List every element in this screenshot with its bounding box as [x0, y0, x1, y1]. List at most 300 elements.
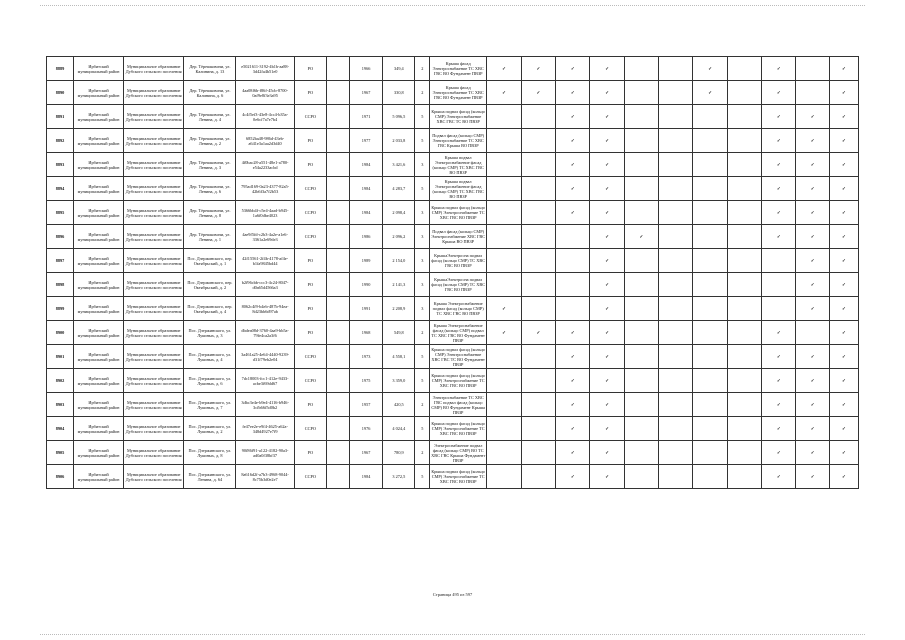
fias-code-cell: 42f15561-2f4b-4178-af4e-b1fa9845bd44 — [236, 249, 294, 273]
check-mark-icon: ✓ — [762, 465, 796, 489]
check-mark-icon: ✓ — [555, 57, 589, 81]
works-list-cell: Крыша фасад Электроснабжение ТС ХВС ГВС ВО Фундамент ПВЗР — [430, 57, 487, 81]
fias-code-cell: 3a461a25-4e64-4440-9239-d31f79eb2e04 — [236, 345, 294, 369]
area-cell: 4 283,7 — [383, 177, 415, 201]
year-cell: 1991 — [349, 297, 382, 321]
empty-check-cell — [727, 105, 761, 129]
type-cell: ССРО — [294, 369, 326, 393]
check-mark-icon: ✓ — [829, 417, 858, 441]
address-cell: Дер. Тёрешковичи, ул. Калинина, д. 6 — [184, 81, 236, 105]
type-cell: ССРО — [294, 177, 326, 201]
empty-check-cell — [624, 57, 658, 81]
municipality-cell: Муниципальное образование Дубского сельского поселения — [124, 273, 184, 297]
fias-code-cell: 7dc18003-fcc1-412e-9433-acbe3f69dd67 — [236, 369, 294, 393]
table-row — [47, 57, 859, 81]
empty-check-cell — [659, 81, 693, 105]
check-mark-icon: ✓ — [829, 297, 858, 321]
check-mark-icon: ✓ — [796, 417, 829, 441]
check-mark-icon: ✓ — [796, 201, 829, 225]
empty-check-cell — [727, 153, 761, 177]
housing-program-table — [46, 56, 859, 489]
check-mark-icon: ✓ — [590, 273, 624, 297]
count-cell: 5 — [415, 129, 430, 153]
district-cell: Ирбитский муниципальный район — [74, 393, 124, 417]
check-mark-icon: ✓ — [829, 81, 858, 105]
district-cell: Ирбитский муниципальный район — [74, 465, 124, 489]
address-cell: Пос. Дзержинского, пер. Октябрьский, д. 2 — [184, 273, 236, 297]
table-row — [47, 321, 859, 345]
empty-check-cell — [693, 225, 727, 249]
type-cell: ССРО — [294, 417, 326, 441]
district-cell: Ирбитский муниципальный район — [74, 81, 124, 105]
address-cell: Пос. Дзержинского, ул. Лукиных, д. 8 — [184, 441, 236, 465]
check-mark-icon: ✓ — [590, 81, 624, 105]
count-cell: 3 — [415, 225, 430, 249]
count-cell: 5 — [415, 345, 430, 369]
works-list-cell: Электроснабжение подвал фасад (кольцо СМР) ВО ТС ХВС ГВС Крыша Фундамент ПВЗР — [431, 442, 486, 463]
check-mark-icon: ✓ — [796, 153, 829, 177]
count-cell: 3 — [415, 249, 430, 273]
empty-check-cell — [762, 249, 796, 273]
count-cell: 2 — [415, 393, 430, 417]
empty-check-cell — [659, 345, 693, 369]
empty-check-cell — [624, 345, 658, 369]
area-cell: 349,4 — [383, 57, 415, 81]
municipality-cell: Муниципальное образование Дубского сельского поселения — [124, 345, 184, 369]
check-mark-icon: ✓ — [590, 153, 624, 177]
empty-check-cell — [521, 249, 555, 273]
empty-check-cell — [487, 129, 521, 153]
year-cell: 1984 — [349, 153, 382, 177]
count-cell: 5 — [415, 417, 430, 441]
municipality-cell: Муниципальное образование Дубского сельского поселения — [124, 105, 184, 129]
type-cell: ССРО — [294, 225, 326, 249]
empty-check-cell — [487, 225, 521, 249]
empty-cell — [327, 153, 350, 177]
works-list-cell: Крыша фасад Электроснабжение ТС ХВС ГВС ВО Фундамент ПВЗР — [430, 81, 487, 105]
check-mark-icon: ✓ — [555, 129, 589, 153]
table-row — [47, 393, 859, 417]
works-list-cell: Крыша подвал Электроснабжение фасад (кольцо СМР) ТС ХВС ГВС ВО ПВЗР — [430, 153, 487, 177]
check-mark-icon: ✓ — [829, 441, 858, 465]
empty-check-cell — [727, 369, 761, 393]
type-cell: РО — [294, 57, 326, 81]
check-mark-icon: ✓ — [487, 297, 521, 321]
check-mark-icon: ✓ — [829, 57, 858, 81]
check-mark-icon: ✓ — [590, 249, 624, 273]
check-mark-icon: ✓ — [555, 81, 589, 105]
empty-cell — [327, 465, 350, 489]
empty-check-cell — [521, 441, 555, 465]
empty-check-cell — [521, 201, 555, 225]
address-cell: Пос. Дзержинского, ул. Лукиных, д. 4 — [184, 345, 236, 369]
address-cell: Пос. Дзержинского, ул. Лукиных, д. 7 — [184, 393, 236, 417]
table-row — [47, 273, 859, 297]
area-cell: 2 154,0 — [383, 249, 415, 273]
empty-check-cell — [521, 297, 555, 321]
table-row — [47, 345, 859, 369]
fias-code-cell: 90f86f91-a122-4182-90a3-ad0a0f38bf37 — [236, 441, 294, 465]
works-list-cell: Крыша подвал фасад (кольцо СМР) Электроснабжение ХВС ГВС ТС ВО Фундамент ПВЗР — [431, 346, 485, 367]
empty-check-cell — [487, 369, 521, 393]
address-cell: Дер. Тёрешковичи, ул. Калинина, д. 13 — [184, 57, 236, 81]
works-list-cell: Подвал фасад (кольцо СМР) Электроснабжение ТС ХВС ГВС Крыша ВО ПВЗР — [430, 129, 487, 153]
district-cell: Ирбитский муниципальный район — [74, 177, 124, 201]
check-mark-icon: ✓ — [487, 57, 521, 81]
table-row — [47, 297, 859, 321]
check-mark-icon: ✓ — [555, 153, 589, 177]
municipality-cell: Муниципальное образование Дубского сельского поселения — [124, 81, 184, 105]
works-list-cell: Крыша Электроснабжение фасад (кольцо СМР) подвал ТС ХВС ГВС ВО Фундамент ПВЗР — [431, 322, 485, 343]
table-row — [47, 369, 859, 393]
empty-check-cell — [693, 441, 727, 465]
check-mark-icon: ✓ — [555, 393, 589, 417]
empty-check-cell — [796, 321, 829, 345]
empty-cell — [327, 393, 350, 417]
check-mark-icon: ✓ — [590, 57, 624, 81]
empty-check-cell — [487, 177, 521, 201]
empty-check-cell — [727, 393, 761, 417]
empty-check-cell — [693, 177, 727, 201]
address-cell: Дер. Тёрешковичи, ул. Ленина, д. 2 — [184, 129, 236, 153]
year-cell: 1967 — [349, 81, 382, 105]
municipality-cell: Муниципальное образование Дубского сельского поселения — [124, 249, 184, 273]
works-list-cell: Электроснабжение ТС ХВС ГВС подвал фасад (кольцо СМР) ВО Фундамент Крыша ПВЗР — [431, 394, 485, 415]
table-row — [47, 225, 859, 249]
check-mark-icon: ✓ — [521, 81, 555, 105]
check-mark-icon: ✓ — [829, 201, 858, 225]
check-mark-icon: ✓ — [829, 129, 858, 153]
empty-cell — [327, 201, 350, 225]
area-cell: 330,8 — [383, 81, 415, 105]
check-mark-icon: ✓ — [829, 273, 858, 297]
check-mark-icon: ✓ — [590, 417, 624, 441]
empty-check-cell — [693, 393, 727, 417]
empty-check-cell — [624, 81, 658, 105]
district-cell: Ирбитский муниципальный район — [74, 297, 124, 321]
row-id: 8892 — [47, 129, 74, 153]
empty-cell — [327, 81, 350, 105]
empty-check-cell — [521, 465, 555, 489]
empty-cell — [327, 177, 350, 201]
empty-check-cell — [727, 345, 761, 369]
empty-check-cell — [796, 57, 829, 81]
empty-check-cell — [624, 297, 658, 321]
area-cell: 5 096,5 — [383, 105, 415, 129]
empty-check-cell — [521, 273, 555, 297]
empty-check-cell — [762, 297, 796, 321]
empty-cell — [327, 225, 350, 249]
empty-check-cell — [521, 177, 555, 201]
check-mark-icon: ✓ — [796, 105, 829, 129]
check-mark-icon: ✓ — [796, 273, 829, 297]
check-mark-icon: ✓ — [590, 393, 624, 417]
check-mark-icon: ✓ — [762, 81, 796, 105]
empty-check-cell — [796, 81, 829, 105]
check-mark-icon: ✓ — [555, 417, 589, 441]
check-mark-icon: ✓ — [829, 345, 858, 369]
check-mark-icon: ✓ — [762, 393, 796, 417]
table-row — [47, 201, 859, 225]
empty-check-cell — [693, 465, 727, 489]
empty-check-cell — [727, 321, 761, 345]
works-list-cell: Крыша подвал фасад (кольцо СМР) Электроснабжение ТС ХВС ГВС ВО ПВЗР — [430, 465, 487, 489]
check-mark-icon: ✓ — [796, 393, 829, 417]
municipality-cell: Муниципальное образование Дубского сельского поселения — [124, 201, 184, 225]
row-id: 8900 — [47, 321, 74, 345]
empty-cell — [327, 369, 350, 393]
year-cell: 1973 — [349, 345, 382, 369]
municipality-cell: Муниципальное образование Дубского сельского поселения — [124, 465, 184, 489]
empty-check-cell — [555, 249, 589, 273]
row-id: 8904 — [47, 417, 74, 441]
year-cell: 1975 — [349, 369, 382, 393]
empty-check-cell — [727, 177, 761, 201]
fias-code-cell: 795ad169-0a23-4377-82a5-42b6f3a7f2b53 — [236, 177, 294, 201]
empty-check-cell — [624, 129, 658, 153]
row-id: 8902 — [47, 369, 74, 393]
area-cell: 420,5 — [383, 393, 415, 417]
row-id: 8890 — [47, 81, 74, 105]
empty-check-cell — [487, 249, 521, 273]
count-cell: 5 — [415, 465, 430, 489]
municipality-cell: Муниципальное образование Дубского сельского поселения — [124, 321, 184, 345]
empty-check-cell — [693, 105, 727, 129]
check-mark-icon: ✓ — [762, 321, 796, 345]
check-mark-icon: ✓ — [555, 321, 589, 345]
empty-check-cell — [487, 417, 521, 441]
type-cell: РО — [294, 441, 326, 465]
table-row — [47, 249, 859, 273]
area-cell: 2 208,9 — [383, 297, 415, 321]
table-row — [47, 153, 859, 177]
table-row — [47, 417, 859, 441]
empty-check-cell — [624, 321, 658, 345]
check-mark-icon: ✓ — [829, 369, 858, 393]
check-mark-icon: ✓ — [521, 57, 555, 81]
table-row — [47, 441, 859, 465]
empty-check-cell — [659, 153, 693, 177]
district-cell: Ирбитский муниципальный район — [74, 417, 124, 441]
check-mark-icon: ✓ — [762, 417, 796, 441]
year-cell: 1967 — [349, 441, 382, 465]
check-mark-icon: ✓ — [555, 369, 589, 393]
empty-check-cell — [727, 201, 761, 225]
empty-check-cell — [659, 465, 693, 489]
count-cell: 2 — [415, 441, 430, 465]
district-cell: Ирбитский муниципальный район — [74, 441, 124, 465]
check-mark-icon: ✓ — [590, 105, 624, 129]
empty-check-cell — [555, 273, 589, 297]
row-id: 8891 — [47, 105, 74, 129]
row-id: 8897 — [47, 249, 74, 273]
empty-check-cell — [659, 57, 693, 81]
area-cell: 3 272,5 — [383, 465, 415, 489]
year-cell: 1984 — [349, 177, 382, 201]
empty-check-cell — [487, 153, 521, 177]
check-mark-icon: ✓ — [796, 129, 829, 153]
fias-code-cell: e5021611-3192-4b1b-aa88-3d42fa4b51e0 — [236, 57, 294, 81]
empty-check-cell — [521, 129, 555, 153]
address-cell: Пос. Дзержинского, пер. Октябрьский, д. 4 — [184, 297, 236, 321]
empty-check-cell — [727, 81, 761, 105]
check-mark-icon: ✓ — [829, 321, 858, 345]
row-id: 8899 — [47, 297, 74, 321]
municipality-cell: Муниципальное образование Дубского сельского поселения — [124, 393, 184, 417]
check-mark-icon: ✓ — [590, 129, 624, 153]
check-mark-icon: ✓ — [829, 225, 858, 249]
check-mark-icon: ✓ — [829, 393, 858, 417]
check-mark-icon: ✓ — [590, 177, 624, 201]
check-mark-icon: ✓ — [555, 441, 589, 465]
empty-check-cell — [624, 465, 658, 489]
check-mark-icon: ✓ — [487, 81, 521, 105]
empty-check-cell — [693, 201, 727, 225]
district-cell: Ирбитский муниципальный район — [74, 249, 124, 273]
empty-check-cell — [693, 321, 727, 345]
works-list-cell: КрышаЭлектросна подвал фасад (кольцо СМР) ТС ХВС ГВС ВО ПВЗР — [430, 249, 487, 273]
area-cell: 4 558,1 — [383, 345, 415, 369]
row-id: 8889 — [47, 57, 74, 81]
count-cell: 3 — [415, 273, 430, 297]
table-row — [47, 81, 859, 105]
address-cell: Дер. Тёрешковичи, ул. Ленина, д. 4 — [184, 105, 236, 129]
check-mark-icon: ✓ — [796, 369, 829, 393]
count-cell: 5 — [415, 177, 430, 201]
empty-cell — [327, 345, 350, 369]
empty-check-cell — [659, 249, 693, 273]
empty-cell — [327, 249, 350, 273]
count-cell: 2 — [415, 321, 430, 345]
count-cell: 3 — [415, 297, 430, 321]
row-id: 8898 — [47, 273, 74, 297]
empty-check-cell — [727, 297, 761, 321]
fias-code-cell: 4aa08f6b-f86f-45cb-8700-0af9e8f3e3a95 — [236, 81, 294, 105]
area-cell: 4 024,4 — [383, 417, 415, 441]
empty-check-cell — [659, 177, 693, 201]
empty-check-cell — [727, 225, 761, 249]
empty-cell — [327, 441, 350, 465]
check-mark-icon: ✓ — [590, 201, 624, 225]
municipality-cell: Муниципальное образование Дубского сельского поселения — [124, 129, 184, 153]
address-cell: Дер. Тёрешковичи, ул. Ленина, д. 8 — [184, 201, 236, 225]
check-mark-icon: ✓ — [590, 441, 624, 465]
empty-check-cell — [727, 249, 761, 273]
empty-check-cell — [521, 105, 555, 129]
district-cell: Ирбитский муниципальный район — [74, 369, 124, 393]
empty-check-cell — [762, 273, 796, 297]
district-cell: Ирбитский муниципальный район — [74, 201, 124, 225]
empty-check-cell — [487, 273, 521, 297]
works-list-cell: Крыша подвал Электроснабжение фасад (кольцо СМР) ТС ХВС ГВС ВО ПВЗР — [430, 177, 487, 201]
row-id: 8895 — [47, 201, 74, 225]
empty-check-cell — [693, 153, 727, 177]
empty-cell — [327, 417, 350, 441]
municipality-cell: Муниципальное образование Дубского сельского поселения — [124, 57, 184, 81]
district-cell: Ирбитский муниципальный район — [74, 345, 124, 369]
empty-check-cell — [693, 345, 727, 369]
area-cell: 2 098,4 — [383, 201, 415, 225]
empty-check-cell — [659, 105, 693, 129]
row-id: 8896 — [47, 225, 74, 249]
check-mark-icon: ✓ — [762, 105, 796, 129]
empty-check-cell — [487, 345, 521, 369]
empty-check-cell — [693, 297, 727, 321]
empty-check-cell — [624, 273, 658, 297]
empty-check-cell — [487, 393, 521, 417]
area-cell: 3 359,0 — [383, 369, 415, 393]
municipality-cell: Муниципальное образование Дубского сельского поселения — [124, 153, 184, 177]
empty-check-cell — [624, 177, 658, 201]
count-cell: 5 — [415, 369, 430, 393]
check-mark-icon: ✓ — [521, 321, 555, 345]
row-id: 8893 — [47, 153, 74, 177]
empty-cell — [327, 273, 350, 297]
table-row — [47, 465, 859, 489]
address-cell: Пос. Дзержинского, пер. Октябрьский, д. 1 — [184, 249, 236, 273]
empty-check-cell — [727, 441, 761, 465]
empty-cell — [327, 321, 350, 345]
row-id: 8894 — [47, 177, 74, 201]
type-cell: РО — [294, 321, 326, 345]
empty-check-cell — [727, 57, 761, 81]
year-cell: 1968 — [349, 321, 382, 345]
address-cell: Дер. Тёрешковичи, ул. Ленина, д. 3 — [184, 153, 236, 177]
empty-check-cell — [521, 225, 555, 249]
type-cell: РО — [294, 273, 326, 297]
fias-code-cell: 4c4f5ef3-43e8-4cc4-b35a-0e6cf7a7e7b4 — [236, 105, 294, 129]
empty-check-cell — [659, 201, 693, 225]
check-mark-icon: ✓ — [555, 177, 589, 201]
year-cell: 1977 — [349, 129, 382, 153]
empty-check-cell — [624, 105, 658, 129]
year-cell: 1990 — [349, 273, 382, 297]
table-row — [47, 129, 859, 153]
count-cell: 5 — [415, 105, 430, 129]
address-cell: Дер. Тёрешковичи, ул. Ленина, д. 6 — [184, 177, 236, 201]
empty-check-cell — [727, 129, 761, 153]
area-cell: 2 033,8 — [383, 129, 415, 153]
works-list-cell: Крыша Электроснабжение подвал фасад (кольцо СМР) ТС ХВС ГВС ВО ПВЗР — [430, 297, 487, 321]
fias-code-cell: 8a616d2f-a7b3-4968-9044-8c75b3d0e2e7 — [236, 465, 294, 489]
fias-code-cell: 4ae9f5fd-c2b3-4a2e-a1e6-3361a2e69de3 — [236, 225, 294, 249]
check-mark-icon: ✓ — [762, 369, 796, 393]
check-mark-icon: ✓ — [796, 441, 829, 465]
fias-code-cell: dbdea08d-3760-4aa9-bb5a-79fe4ca2a3f6 — [236, 321, 294, 345]
empty-check-cell — [555, 297, 589, 321]
empty-check-cell — [521, 345, 555, 369]
check-mark-icon: ✓ — [762, 57, 796, 81]
fias-code-cell: 3dbc3e4e-b9e4-4116-b946-3cfb66f5d0b2 — [236, 393, 294, 417]
check-mark-icon: ✓ — [624, 225, 658, 249]
area-cell: 3 421,6 — [383, 153, 415, 177]
type-cell: ССРО — [294, 105, 326, 129]
empty-check-cell — [521, 369, 555, 393]
type-cell: РО — [294, 393, 326, 417]
empty-check-cell — [659, 417, 693, 441]
type-cell: РО — [294, 81, 326, 105]
check-mark-icon: ✓ — [590, 345, 624, 369]
empty-check-cell — [693, 273, 727, 297]
year-cell: 1989 — [349, 249, 382, 273]
check-mark-icon: ✓ — [762, 201, 796, 225]
check-mark-icon: ✓ — [590, 297, 624, 321]
check-mark-icon: ✓ — [829, 465, 858, 489]
empty-check-cell — [555, 225, 589, 249]
district-cell: Ирбитский муниципальный район — [74, 321, 124, 345]
address-cell: Дер. Тёрешковичи, ул. Ленина, д. 1 — [184, 225, 236, 249]
empty-check-cell — [693, 249, 727, 273]
